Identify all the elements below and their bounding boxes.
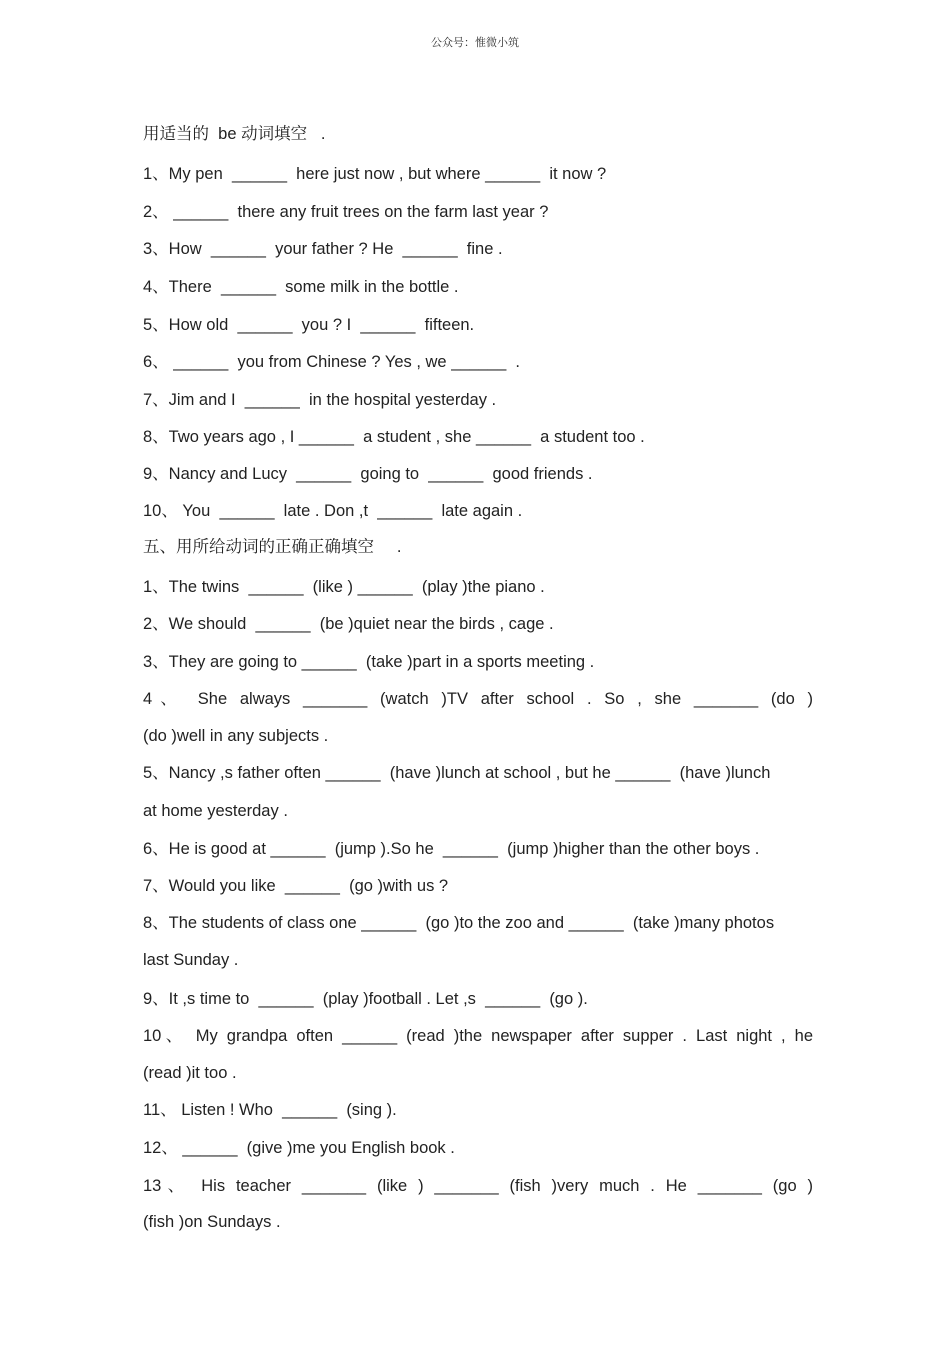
- exercise-line: 4、There ______ some milk in the bottle .: [143, 278, 459, 296]
- exercise-line: 4、 She always _______ (watch )TV after school . So , she _______ (do ): [143, 690, 813, 708]
- page-header: 公众号：惟微小筑: [431, 37, 519, 49]
- exercise-line: 3、They are going to ______ (take )part in a sports meeting .: [143, 653, 595, 671]
- exercise-line: 11、 Listen ! Who ______ (sing ).: [143, 1101, 397, 1119]
- exercise-line: 1、The twins ______ (like ) ______ (play )the piano .: [143, 578, 545, 596]
- exercise-line-continued: at home yesterday .: [143, 802, 288, 820]
- section-title: 五、用所给动词的正确正确填空 .: [143, 538, 402, 556]
- exercise-line: 2、We should ______ (be )quiet near the birds , cage .: [143, 615, 554, 633]
- exercise-line: 5、Nancy ,s father often ______ (have )lunch at school , but he ______ (have )lunch: [143, 764, 771, 782]
- exercise-line: 3、How ______ your father ? He ______ fine .: [143, 240, 503, 258]
- exercise-line: 2、 ______ there any fruit trees on the farm last year ?: [143, 203, 549, 221]
- exercise-line: 9、Nancy and Lucy ______ going to ______ good friends .: [143, 465, 593, 483]
- exercise-line: 8、Two years ago , I ______ a student , she ______ a student too .: [143, 428, 645, 446]
- exercise-line: 6、He is good at ______ (jump ).So he ______ (jump )higher than the other boys .: [143, 840, 760, 858]
- exercise-line: 12、 ______ (give )me you English book .: [143, 1139, 455, 1157]
- exercise-line-continued: (read )it too .: [143, 1064, 237, 1082]
- exercise-line-continued: (fish )on Sundays .: [143, 1213, 281, 1231]
- exercise-line: 10、 My grandpa often ______ (read )the newspaper after supper . Last night , he: [143, 1027, 813, 1045]
- exercise-line-continued: last Sunday .: [143, 951, 239, 969]
- exercise-line-continued: (do )well in any subjects .: [143, 727, 329, 745]
- exercise-line: 10、 You ______ late . Don ,t ______ late again .: [143, 502, 523, 520]
- exercise-line: 8、The students of class one ______ (go )to the zoo and ______ (take )many photos: [143, 914, 775, 932]
- exercise-line: 9、It ,s time to ______ (play )football . Let ,s ______ (go ).: [143, 990, 588, 1008]
- exercise-line: 5、How old ______ you ? I ______ fifteen.: [143, 316, 475, 334]
- exercise-line: 13、 His teacher _______ (like ) _______ (fish )very much . He _______ (go ): [143, 1177, 813, 1195]
- exercise-line: 6、 ______ you from Chinese ? Yes , we ______ .: [143, 353, 521, 371]
- exercise-line: 7、Jim and I ______ in the hospital yesterday .: [143, 391, 497, 409]
- section-title: 用适当的 be 动词填空 .: [143, 125, 326, 143]
- exercise-line: 7、Would you like ______ (go )with us ?: [143, 877, 449, 895]
- exercise-line: 1、My pen ______ here just now , but where ______ it now ?: [143, 165, 607, 183]
